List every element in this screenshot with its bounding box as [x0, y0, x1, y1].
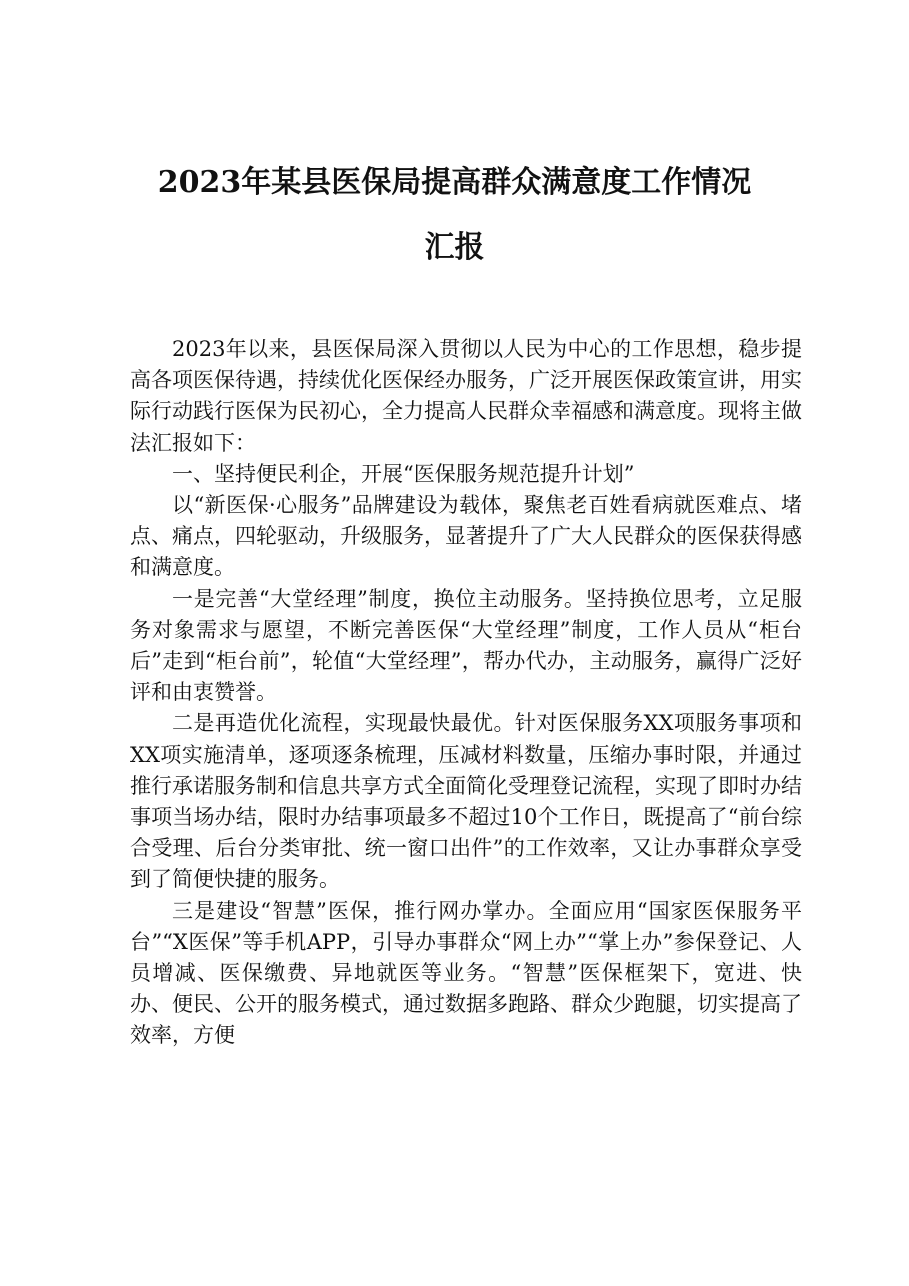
measure-1-paragraph: 一是完善“大堂经理”制度，换位主动服务。坚持换位思考，立足服务对象需求与愿望，不断完善医保“大堂经理”制度，工作人员从“柜台后”走到“柜台前”，轮值“大堂经理”，帮办代办，主动服务，赢得广泛好评和由衷赞誉。: [130, 586, 802, 705]
measure-3-paragraph: 三是建设“智慧”医保，推行网办掌办。全面应用“国家医保服务平台”“X医保”等手机APP，引导办事群众“网上办”“掌上办”参保登记、人员增减、医保缴费、异地就医等业务。“智慧”医保框架下，宽进、快办、便民、公开的服务模式，通过数据多跑路、群众少跑腿，切实提高了效率，方便: [130, 898, 802, 1048]
section-heading-1: 一、坚持便民利企，开展“医保服务规范提升计划”: [172, 461, 635, 486]
document-body: [130, 334, 802, 1052]
document-title-line-2: 汇报: [424, 230, 485, 265]
intro-paragraph: 2023年以来，县医保局深入贯彻以人民为中心的工作思想，稳步提高各项医保待遇，持续优化医保经办服务，广泛开展医保政策宣讲，用实际行动践行医保为民初心，全力提高人民群众幸福感和满意度。现将主做法汇报如下：: [130, 337, 802, 455]
measure-2-paragraph: 二是再造优化流程，实现最快最优。针对医保服务XX项服务事项和XX项实施清单，逐项逐条梳理，压减材料数量，压缩办事时限，并通过推行承诺服务制和信息共享方式全面简化受理登记流程，实现了即时办结事项当场办结，限时办结事项最多不超过10个工作日，既提高了“前台综合受理、后台分类审批、统一窗口出件”的工作效率，又让办事群众享受到了简便快捷的服务。: [130, 711, 802, 892]
section-1-summary-paragraph: 以“新医保·心服务”品牌建设为载体，聚焦老百姓看病就医难点、堵点、痛点，四轮驱动，升级服务，显著提升了广大人民群众的医保获得感和满意度。: [130, 493, 802, 580]
document-title-line-1: 2023年某县医保局提高群众满意度工作情况: [157, 165, 752, 200]
